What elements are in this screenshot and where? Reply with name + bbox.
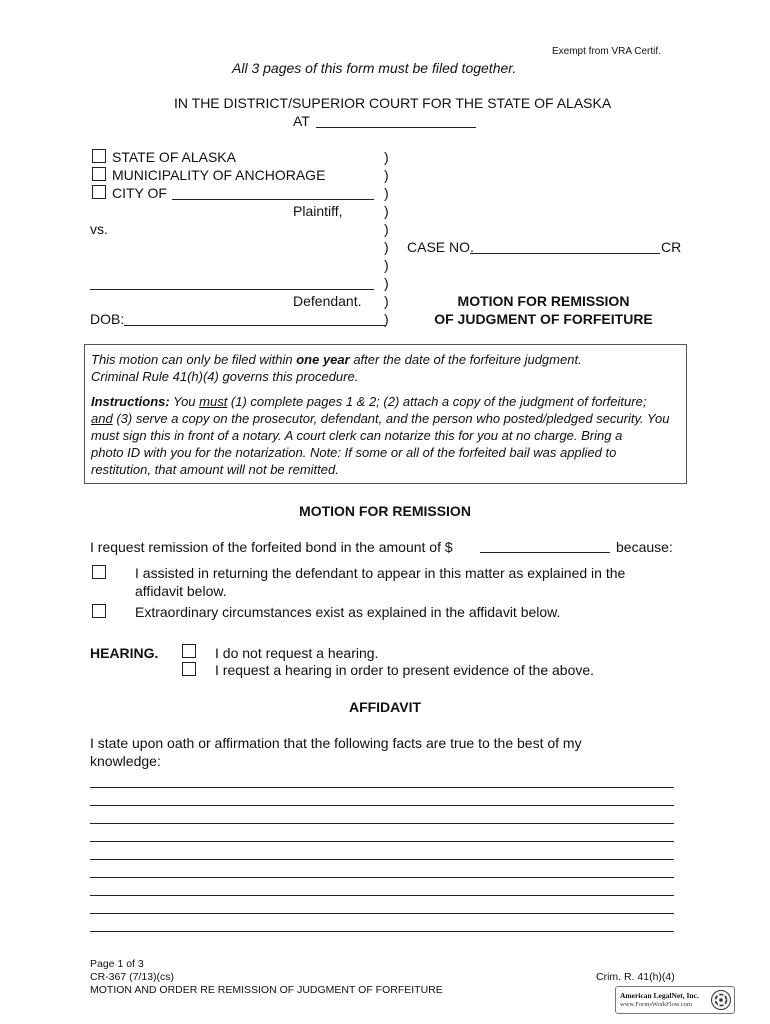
affidavit-line[interactable] <box>90 913 674 914</box>
city-of-label: CITY OF <box>112 185 167 201</box>
dob-label: DOB: <box>90 311 125 327</box>
request-hearing-checkbox[interactable] <box>182 662 196 676</box>
dob-field[interactable] <box>124 325 386 326</box>
bond-amount-field[interactable] <box>480 552 610 553</box>
hearing-label: HEARING. <box>90 645 159 661</box>
assisted-return-checkbox[interactable] <box>92 565 106 579</box>
publisher-seal-icon <box>710 989 732 1011</box>
state-of-alaska-checkbox[interactable] <box>92 149 106 163</box>
defendant-name-field[interactable] <box>90 289 374 290</box>
caption-paren: ) <box>384 293 389 309</box>
affidavit-oath-line1: I state upon oath or affirmation that the following facts are true to the best of my <box>90 735 582 751</box>
document-title-line2: OF JUDGMENT OF FORFEITURE <box>434 311 653 327</box>
affidavit-line[interactable] <box>90 823 674 824</box>
no-hearing-checkbox[interactable] <box>182 644 196 658</box>
case-no-label: CASE NO. <box>407 239 474 255</box>
caption-paren: ) <box>384 149 389 165</box>
court-location-field[interactable] <box>316 127 476 128</box>
instructions-line3: must sign this in front of a notary. A court clerk can notarize this for you at no charge. Bring a <box>91 428 623 443</box>
affidavit-oath-line2: knowledge: <box>90 753 161 769</box>
publisher-logo <box>615 986 735 1014</box>
affidavit-line[interactable] <box>90 877 674 878</box>
at-label: AT <box>293 113 310 129</box>
state-of-alaska-label: STATE OF ALASKA <box>112 149 236 165</box>
affidavit-line[interactable] <box>90 841 674 842</box>
page-number: Page 1 of 3 <box>90 958 144 970</box>
publisher-url: www.FormsWorkFlow.com <box>620 1001 692 1008</box>
plaintiff-label: Plaintiff, <box>293 203 343 219</box>
affidavit-line[interactable] <box>90 859 674 860</box>
caption-paren: ) <box>384 167 389 183</box>
instructions-line1: Instructions: You must (1) complete pages 1 & 2; (2) attach a copy of the judgment of forfeiture; <box>91 394 647 409</box>
form-number: CR-367 (7/13)(cs) <box>90 971 175 983</box>
instructions-line4: photo ID with you for the notarization. Note: If some or all of the forfeited bail was applied to <box>91 445 617 460</box>
assisted-return-label-line2: affidavit below. <box>135 583 227 599</box>
municipality-checkbox[interactable] <box>92 167 106 181</box>
affidavit-heading: AFFIDAVIT <box>348 699 422 715</box>
caption-paren: ) <box>384 185 389 201</box>
vs-label: vs. <box>90 221 108 237</box>
no-hearing-label: I do not request a hearing. <box>215 645 379 661</box>
motion-heading: MOTION FOR REMISSION <box>299 503 471 519</box>
request-text: I request remission of the forfeited bond in the amount of $ <box>90 539 453 555</box>
publisher-name: American LegalNet, Inc. <box>620 991 699 1000</box>
case-number-field[interactable] <box>470 253 660 254</box>
affidavit-line[interactable] <box>90 787 674 788</box>
caption-paren: ) <box>384 275 389 291</box>
city-name-field[interactable] <box>172 199 374 200</box>
filing-note: All 3 pages of this form must be filed together. <box>232 60 517 76</box>
extraordinary-checkbox[interactable] <box>92 604 106 618</box>
caption-paren: ) <box>384 257 389 273</box>
request-hearing-label: I request a hearing in order to present evidence of the above. <box>215 662 595 678</box>
caption-paren: ) <box>384 311 389 327</box>
extraordinary-label: Extraordinary circumstances exist as explained in the affidavit below. <box>135 604 561 620</box>
instructions-line2: and (3) serve a copy on the prosecutor, defendant, and the person who posted/pledged security. You <box>91 411 670 426</box>
assisted-return-label-line1: I assisted in returning the defendant to appear in this matter as explained in the <box>135 565 626 581</box>
affidavit-line[interactable] <box>90 895 674 896</box>
form-title: MOTION AND ORDER RE REMISSION OF JUDGMENT OF FORFEITURE <box>90 984 443 996</box>
because-label: because: <box>616 539 673 555</box>
instructions-line5: restitution, that amount will not be remitted. <box>91 462 339 477</box>
caption-paren: ) <box>384 203 389 219</box>
time-limit-note: This motion can only be filed within one year after the date of the forfeiture judgment. <box>91 352 582 367</box>
document-title-line1: MOTION FOR REMISSION <box>457 293 630 309</box>
court-line: IN THE DISTRICT/SUPERIOR COURT FOR THE STATE OF ALASKA <box>174 95 612 111</box>
exempt-note: Exempt from VRA Certif. <box>552 46 661 57</box>
affidavit-line[interactable] <box>90 931 674 932</box>
caption-paren: ) <box>384 239 389 255</box>
defendant-label: Defendant. <box>293 293 362 309</box>
city-of-checkbox[interactable] <box>92 185 106 199</box>
rule-note: Criminal Rule 41(h)(4) governs this procedure. <box>91 369 359 384</box>
rule-citation: Crim. R. 41(h)(4) <box>596 971 675 983</box>
caption-paren: ) <box>384 221 389 237</box>
municipality-label: MUNICIPALITY OF ANCHORAGE <box>112 167 326 183</box>
case-suffix: CR <box>661 239 682 255</box>
affidavit-line[interactable] <box>90 805 674 806</box>
